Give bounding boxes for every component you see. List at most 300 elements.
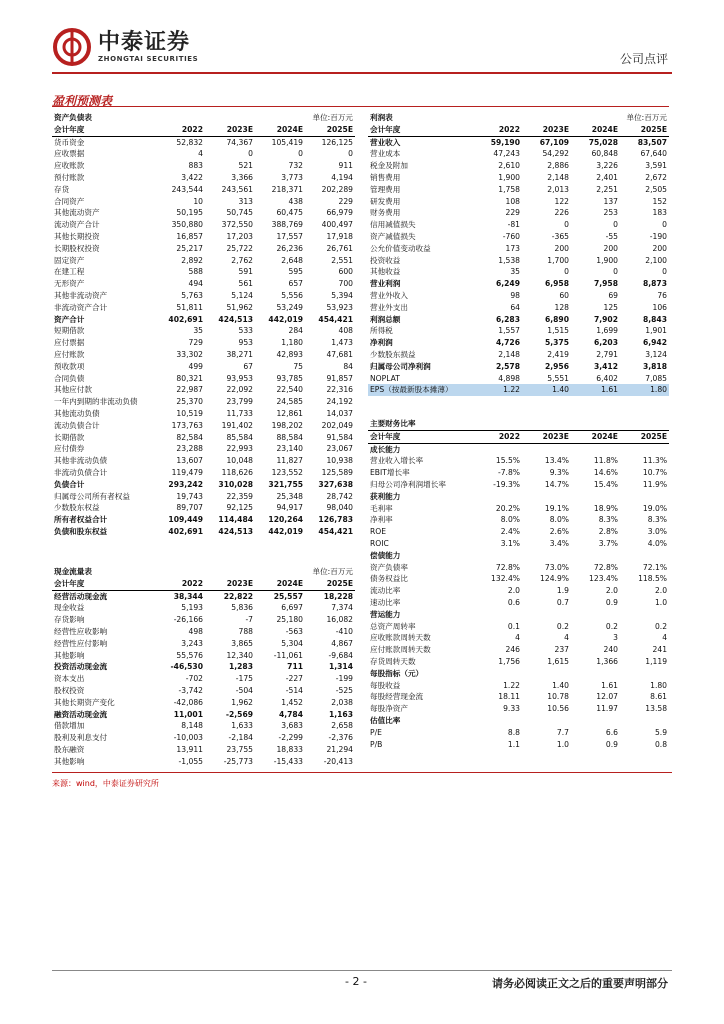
cell-value: 240 [603, 645, 618, 655]
cell-value: 18,833 [276, 744, 304, 754]
cell-value: 66,979 [326, 208, 354, 218]
cell-value: 3,865 [231, 638, 254, 648]
cell-value [571, 609, 620, 621]
table-row [52, 526, 355, 538]
table-row [368, 160, 669, 172]
row-label: 合同负债 [54, 373, 85, 383]
cell-value: 0.9 [605, 597, 618, 607]
column-header: 2024E [571, 430, 620, 443]
cell-value: -7 [245, 615, 254, 625]
row-label: 融资活动现金流 [54, 709, 108, 719]
cell-value: 1,180 [281, 338, 304, 348]
cell-value: 8.3% [598, 515, 618, 525]
cell-value: -11,061 [273, 650, 304, 660]
cell-value: 88,584 [276, 432, 304, 442]
cell-value [473, 668, 522, 680]
row-label: 应付债券 [54, 444, 85, 454]
table-row [52, 432, 355, 444]
cell-value: 241 [652, 645, 668, 655]
cell-value: 0 [298, 149, 304, 159]
cell-value: 1.61 [601, 680, 618, 690]
column-header: 2025E [620, 124, 669, 136]
row-label: 研发费用 [370, 196, 401, 206]
cell-value: 17,203 [226, 231, 254, 241]
table-row [368, 632, 669, 644]
row-label: 总资产周转率 [370, 621, 416, 631]
cell-value: 2,578 [495, 361, 520, 371]
cell-value: 198,202 [271, 420, 304, 430]
cell-value: 5,304 [281, 638, 304, 648]
table-row [52, 732, 355, 744]
cell-value: 4 [564, 633, 569, 643]
row-label: 短期借款 [54, 326, 85, 336]
row-label: 营业收入 [370, 137, 401, 147]
cell-value [620, 668, 669, 680]
table-row [52, 184, 355, 196]
table-row [52, 685, 355, 697]
cell-value: 1,473 [331, 338, 354, 348]
cell-value: 91,857 [326, 373, 354, 383]
cell-value: 7.7 [556, 727, 569, 737]
cell-value: 1.1 [507, 739, 520, 749]
cell-value: 2.4% [500, 527, 520, 537]
company-logo [52, 27, 198, 67]
cell-value [473, 491, 522, 503]
row-label: 无形资产 [54, 279, 85, 289]
table-row [52, 361, 355, 373]
table-row [52, 602, 355, 614]
table-row [368, 680, 669, 692]
cell-value: 92,125 [226, 503, 254, 513]
cell-value: 442,019 [268, 314, 304, 324]
financial-ratios-panel [368, 418, 669, 750]
cell-value: 3,124 [645, 349, 668, 359]
cell-value: 3.4% [549, 538, 569, 548]
cell-value: 2,038 [331, 697, 354, 707]
table-row [368, 538, 669, 550]
table-row [368, 562, 669, 574]
cell-value: 128 [554, 302, 570, 312]
column-header: 2022 [473, 124, 522, 136]
cell-value: 8.3% [647, 515, 668, 525]
row-label: 净利润 [370, 338, 393, 348]
cell-value: 55,576 [176, 650, 203, 660]
cell-value: -9,684 [328, 650, 354, 660]
cell-value: 202,289 [321, 184, 354, 194]
cell-value: 442,019 [268, 526, 304, 536]
cell-value: 38,344 [173, 591, 203, 601]
row-label: 其他收益 [370, 267, 401, 277]
table-row [52, 373, 355, 385]
row-label: 流动比率 [370, 586, 401, 596]
cell-value: 6,942 [642, 338, 668, 348]
cell-value: 22,993 [226, 444, 254, 454]
row-label: 投资收益 [370, 255, 401, 265]
table-row [368, 526, 669, 538]
cell-value: 202,049 [321, 420, 354, 430]
row-label: 每股经营现金流 [370, 692, 424, 702]
cell-value: -1,055 [178, 756, 203, 766]
balance-sheet-table [52, 112, 355, 538]
column-header: 会计年度 [368, 124, 473, 136]
cell-value: 700 [338, 279, 354, 289]
cell-value [620, 491, 669, 503]
table-row [368, 361, 669, 373]
cell-value: 2,648 [281, 255, 304, 265]
cell-value: -26,166 [173, 615, 203, 625]
row-label: 税金及附加 [370, 161, 408, 171]
table-row [368, 384, 669, 396]
cell-value: 243,544 [171, 184, 203, 194]
cell-value: 20.2% [495, 503, 520, 513]
document-type: 公司点评 [619, 52, 668, 66]
cell-value [522, 715, 571, 727]
column-header: 2025E [620, 430, 669, 443]
cell-value: 729 [188, 338, 203, 348]
row-label: 股利及利息支付 [54, 733, 108, 743]
cell-value: 22,092 [226, 385, 254, 395]
cell-value: 498 [188, 626, 203, 636]
cell-value: 4 [515, 633, 520, 643]
table-row [52, 172, 355, 184]
cell-value: -55 [605, 231, 619, 241]
cell-value: 152 [652, 196, 668, 206]
table-row [52, 231, 355, 243]
column-header: 2022 [155, 578, 205, 590]
table-row [52, 467, 355, 479]
row-label: 销售费用 [370, 172, 401, 182]
row-label: ROE [370, 527, 387, 537]
cell-value: 15.5% [495, 456, 520, 466]
row-label: 固定资产 [54, 255, 85, 265]
cell-value: 85,584 [226, 432, 254, 442]
cell-value: 25,557 [273, 591, 304, 601]
cell-value: 4.0% [647, 538, 668, 548]
cell-value: 23,067 [326, 444, 354, 454]
table-row [368, 479, 669, 491]
cell-value: 1,452 [281, 697, 304, 707]
cell-value: 5,193 [181, 603, 203, 613]
cell-value: 98 [510, 290, 520, 300]
cell-value: 321,755 [268, 479, 304, 489]
cell-value: 11,001 [173, 709, 203, 719]
cell-value: -190 [649, 231, 668, 241]
cell-value: 114,484 [218, 515, 254, 525]
row-label: 非流动资产合计 [54, 302, 108, 312]
cell-value: 2,551 [331, 255, 354, 265]
row-label: 资产负债率 [370, 562, 408, 572]
row-label: 应付账款周转天数 [370, 645, 431, 655]
cell-value: 595 [288, 267, 304, 277]
table-row [368, 715, 669, 727]
cell-value: 69 [608, 290, 619, 300]
cell-value: 51,962 [226, 302, 254, 312]
cell-value [571, 668, 620, 680]
table-row [368, 467, 669, 479]
cell-value: -42,086 [173, 697, 203, 707]
row-label: 其他影响 [54, 756, 85, 766]
row-label: 公允价值变动收益 [370, 243, 431, 253]
cell-value: 126,783 [318, 515, 354, 525]
cell-value: 122 [554, 196, 570, 206]
column-header: 2025E [305, 578, 355, 590]
cash-flow-panel [52, 566, 355, 768]
cell-value: 1,314 [328, 662, 354, 672]
row-label: 现金收益 [54, 603, 85, 613]
cell-value: 126,125 [321, 137, 354, 147]
cell-value: 93,953 [226, 373, 254, 383]
income-statement-panel [368, 112, 669, 396]
cell-value: 1,756 [498, 656, 520, 666]
cell-value: 1,699 [596, 326, 619, 336]
cell-value: -365 [551, 231, 570, 241]
cell-value: 6,249 [495, 279, 520, 289]
cell-value: 2,762 [231, 255, 254, 265]
cell-value: 10.56 [547, 704, 569, 714]
cell-value: -46,530 [170, 662, 203, 672]
row-label: 资产减值损失 [370, 231, 416, 241]
balance-sheet-panel [52, 112, 355, 538]
column-header: 2024E [255, 124, 305, 136]
cell-value: 60,848 [591, 149, 619, 159]
cell-value: 94,917 [276, 503, 304, 513]
row-label: 获利能力 [370, 491, 401, 501]
row-label: 经营性应收影响 [54, 626, 108, 636]
row-label: 归属母公司净利润 [370, 361, 431, 371]
cell-value [522, 609, 571, 621]
cell-value: 8.0% [549, 515, 569, 525]
cell-value: 67,640 [640, 149, 668, 159]
cell-value: 0 [348, 149, 354, 159]
cell-value: 4,726 [495, 338, 520, 348]
table-row [368, 337, 669, 349]
cell-value: 8.61 [650, 692, 668, 702]
table-row [368, 255, 669, 267]
cell-value: 118,626 [221, 467, 254, 477]
cell-value: 123.4% [589, 574, 618, 584]
cell-value: 243,561 [221, 184, 254, 194]
cell-value: 35 [510, 267, 520, 277]
cell-value: 24,585 [276, 397, 304, 407]
cell-value: 494 [188, 279, 203, 289]
cell-value: 33,302 [176, 349, 203, 359]
cell-value: 8.8 [507, 727, 520, 737]
table-row [368, 219, 669, 231]
cell-value: 10,519 [176, 408, 203, 418]
cell-value: 19,743 [176, 491, 203, 501]
cell-value: 424,513 [218, 314, 254, 324]
cell-value: 246 [505, 645, 520, 655]
cell-value: 72.8% [495, 562, 520, 572]
cell-value: 25,180 [276, 615, 304, 625]
cell-value: 14.6% [593, 468, 618, 478]
cell-value: 50,745 [226, 208, 254, 218]
table-row [368, 266, 669, 278]
row-label: 其他流动资产 [54, 208, 100, 218]
cell-value: 19.1% [544, 503, 569, 513]
cell-value: 12,340 [226, 650, 254, 660]
cell-value: 52,832 [176, 137, 203, 147]
row-label: 股东融资 [54, 744, 85, 754]
cell-value: 327,638 [318, 479, 354, 489]
cell-value: 1,163 [328, 709, 354, 719]
cell-value: 588 [188, 267, 203, 277]
table-row [52, 302, 355, 314]
cell-value: 25,217 [176, 243, 203, 253]
cell-value [620, 443, 669, 455]
cell-value: 1.40 [552, 680, 569, 690]
brand-name-cn: 中泰证券 [98, 30, 191, 55]
cell-value: 22,987 [176, 385, 203, 395]
cell-value: 0.9 [605, 739, 618, 749]
cell-value: 120,264 [268, 515, 304, 525]
cell-value: 18,228 [323, 591, 354, 601]
cell-value: 6,697 [281, 603, 304, 613]
table-row [368, 231, 669, 243]
cell-value: 3,422 [181, 172, 203, 182]
table-row [52, 219, 355, 231]
cell-value: 600 [338, 267, 354, 277]
cell-value: 911 [338, 161, 354, 171]
cell-value: 0.6 [507, 597, 520, 607]
row-label: 应付票据 [54, 338, 85, 348]
cell-value: 109,449 [168, 515, 203, 525]
cell-value: 84 [343, 361, 354, 371]
cell-value [620, 609, 669, 621]
row-label: 存货 [54, 184, 70, 194]
cell-value: 19.0% [642, 503, 668, 513]
unit-label: 单位:百万元 [626, 113, 668, 122]
cell-value: 2.0 [605, 586, 618, 596]
cell-value: 200 [652, 243, 668, 253]
cell-value: 11.9% [642, 479, 668, 489]
cell-value: 1.0 [556, 739, 569, 749]
cell-value: -10,003 [173, 733, 203, 743]
row-label: 其他应付款 [54, 385, 92, 395]
cell-value: -514 [285, 685, 304, 695]
table-row [368, 727, 669, 739]
cell-value: 0.1 [507, 621, 520, 631]
cell-value: 732 [288, 161, 304, 171]
cell-value: 883 [188, 161, 203, 171]
cell-value: 132.4% [491, 574, 520, 584]
row-label: 营业外支出 [370, 302, 408, 312]
table-row [52, 255, 355, 267]
cell-value: 35 [193, 326, 203, 336]
cell-value: 23,755 [226, 744, 254, 754]
row-label: 营运能力 [370, 609, 401, 619]
cell-value: -410 [335, 626, 354, 636]
row-label: 应收账款 [54, 161, 85, 171]
table-row [52, 491, 355, 503]
cell-value: 4,784 [278, 709, 304, 719]
cell-value: -3,742 [178, 685, 203, 695]
cell-value: 3.7% [598, 538, 618, 548]
table-title: 主要财务比率 [368, 418, 669, 430]
cell-value: 106 [652, 302, 668, 312]
row-label: 信用减值损失 [370, 220, 416, 230]
row-label: 其他长期资产变化 [54, 697, 115, 707]
cell-value: 2.6% [549, 527, 569, 537]
row-label: EBIT增长率 [370, 468, 410, 478]
column-header: 会计年度 [368, 430, 473, 443]
column-header: 会计年度 [52, 578, 155, 590]
cell-value: 26,761 [326, 243, 354, 253]
row-label: 其他长期投资 [54, 231, 100, 241]
cell-value: 119,479 [171, 467, 203, 477]
cell-value: 2,251 [596, 184, 619, 194]
unit-label: 单位:百万元 [312, 113, 354, 122]
cell-value: 3,683 [281, 721, 304, 731]
cell-value: 11.8% [593, 456, 618, 466]
cell-value: 2,791 [596, 349, 619, 359]
cell-value: -19.3% [493, 479, 520, 489]
disclaimer-text: 请务必阅读正文之后的重要声明部分 [492, 977, 668, 990]
cell-value [571, 443, 620, 455]
row-label: 投资活动现金流 [54, 662, 108, 672]
zhongtai-logo-icon [52, 27, 92, 67]
cell-value [620, 715, 669, 727]
row-label: 归母公司净利润增长率 [370, 479, 446, 489]
cell-value: 1,615 [547, 656, 569, 666]
table-row [52, 160, 355, 172]
cell-value: 2,100 [645, 255, 668, 265]
cell-value: 2,658 [331, 721, 354, 731]
cell-value [571, 550, 620, 562]
cell-value: 7,374 [331, 603, 354, 613]
cell-value: 438 [288, 196, 304, 206]
cell-value: 6,283 [495, 314, 520, 324]
cell-value: 0 [564, 267, 570, 277]
cell-value: 253 [603, 208, 619, 218]
cell-value: 350,880 [171, 220, 203, 230]
cell-value: 22,540 [276, 385, 304, 395]
cell-value: -2,299 [278, 733, 304, 743]
cell-value: 4,867 [331, 638, 354, 648]
row-label: 债务权益比 [370, 574, 408, 584]
row-label: 净利率 [370, 515, 393, 525]
table-row [52, 638, 355, 650]
table-row [368, 278, 669, 290]
cell-value [522, 550, 571, 562]
cell-value: 59,190 [490, 137, 520, 147]
cell-value: 118.5% [638, 574, 668, 584]
cell-value: 9.3% [549, 468, 569, 478]
cell-value: 0.2 [605, 621, 618, 631]
cell-value: 1,538 [498, 255, 520, 265]
cell-value: 533 [238, 326, 254, 336]
cell-value: 237 [554, 645, 569, 655]
row-label: 应收账款周转天数 [370, 633, 431, 643]
table-row [368, 514, 669, 526]
cell-value: 1,633 [231, 721, 254, 731]
cell-value: 10.78 [547, 692, 569, 702]
row-label: 每股指标（元） [370, 668, 424, 678]
cell-value: 2,956 [544, 361, 570, 371]
row-label: 其他影响 [54, 650, 85, 660]
cell-value: 8,873 [642, 279, 668, 289]
cell-value: 711 [287, 662, 304, 672]
row-label: 成长能力 [370, 444, 401, 454]
cell-value: 5,763 [181, 290, 203, 300]
cell-value: 93,785 [276, 373, 304, 383]
cell-value: 0 [613, 267, 619, 277]
cell-value: 1,700 [547, 255, 570, 265]
table-row [52, 136, 355, 148]
table-row [368, 656, 669, 668]
cell-value: 0 [662, 220, 668, 230]
cell-value: 3,412 [593, 361, 619, 371]
